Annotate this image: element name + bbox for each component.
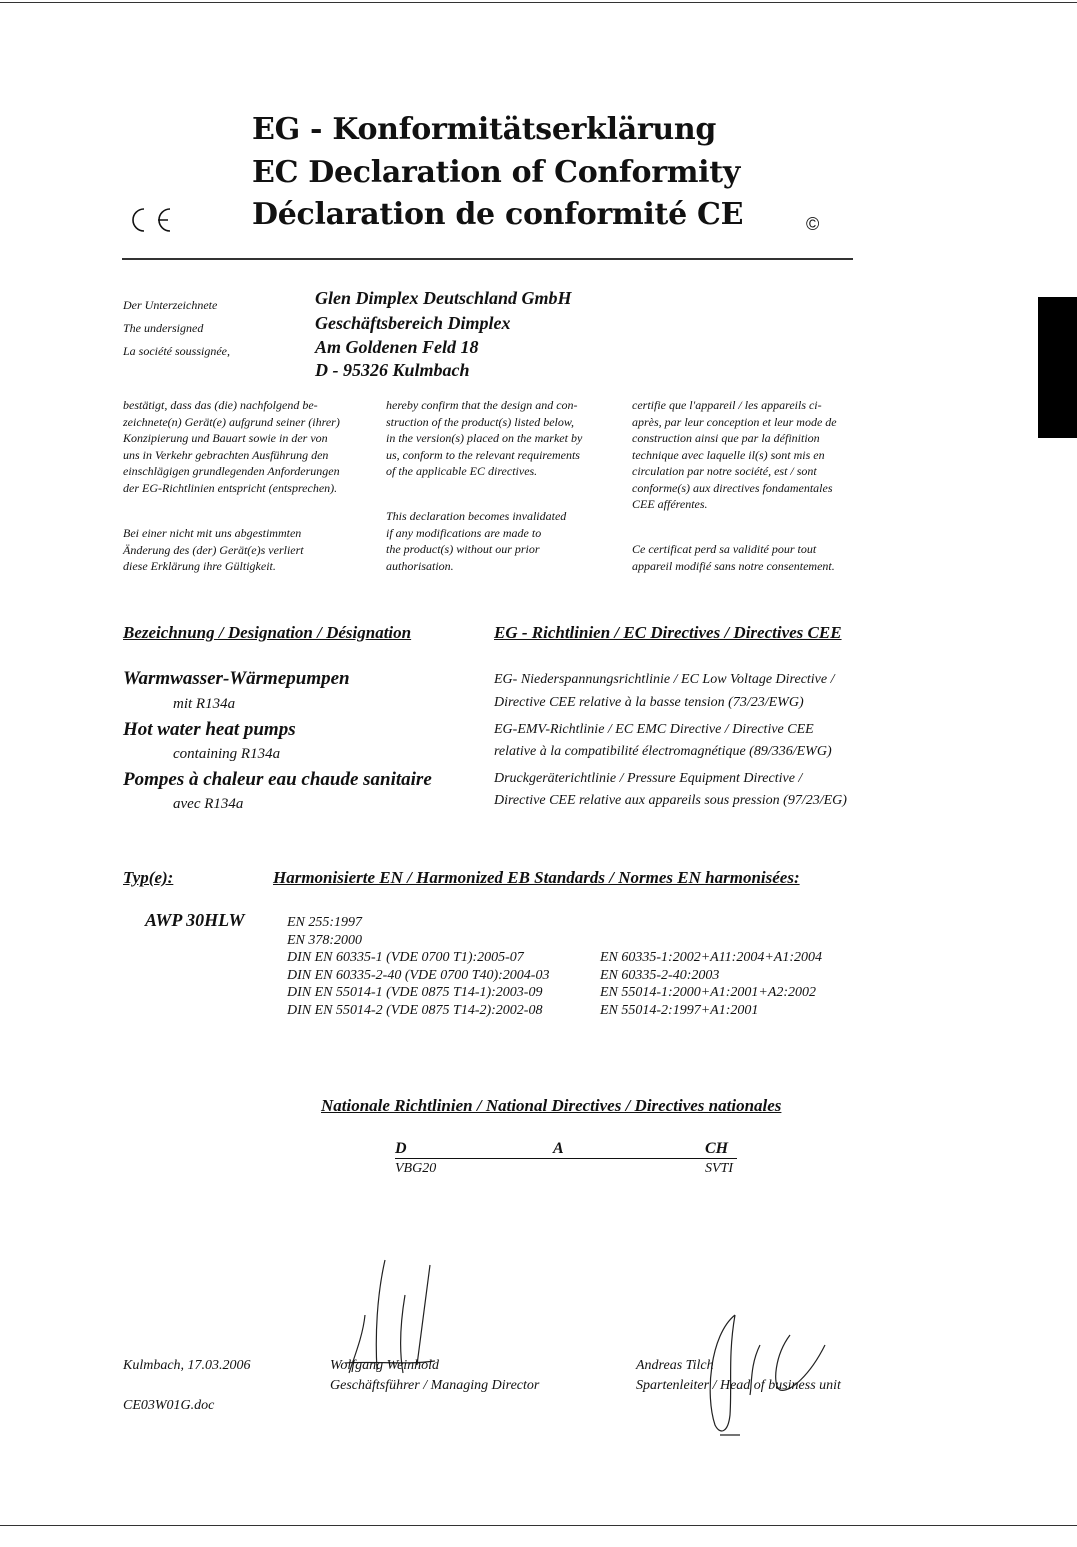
- designation-en: Hot water heat pumps: [123, 719, 296, 740]
- ce-mark-icon: [124, 205, 184, 235]
- text-line: diese Erklärung ihre Gültigkeit.: [123, 559, 276, 573]
- signer1-name: Wolfgang Weinhold: [330, 1358, 440, 1373]
- text-line: This declaration becomes invalidated: [386, 509, 567, 523]
- text-line: Konzipierung und Bauart sowie in der von: [123, 431, 328, 445]
- standard-item: DIN EN 55014-2 (VDE 0875 T14-2):2002-08: [287, 1002, 543, 1018]
- text-line: in the version(s) placed on the market by: [386, 431, 583, 445]
- national-ch-value: SVTI: [705, 1161, 733, 1176]
- text-line: Änderung des (der) Gerät(e)s verliert: [123, 542, 304, 557]
- signer2-name: Andreas Tilch: [636, 1358, 714, 1373]
- text-line: certifie que l'appareil / les appareils ci-: [632, 398, 822, 412]
- text-line: us, conform to the relevant requirements: [386, 447, 580, 462]
- country-a: A: [553, 1140, 564, 1157]
- standards-header: Harmonisierte EN / Harmonized EB Standards / Normes EN harmonisées:: [273, 868, 800, 887]
- directive-line: Directive CEE relative à la basse tension (73/23/EWG): [494, 695, 804, 710]
- title-en: EC Declaration of Conformity: [252, 155, 740, 190]
- place-date: Kulmbach, 17.03.2006: [123, 1358, 251, 1373]
- country-d: D: [395, 1140, 407, 1157]
- title-fr: Déclaration de conformité CE: [252, 197, 744, 232]
- text-line: circulation par notre société, est / sont: [632, 464, 817, 478]
- bottom-border: [0, 1525, 1077, 1526]
- text-line: technique avec laquelle il(s) sont mis en: [632, 447, 825, 462]
- designation-de: Warmwasser-Wärmepumpen: [123, 668, 350, 689]
- statement-en: [386, 397, 582, 480]
- title-rule: [122, 258, 853, 260]
- directive-line: relative à la compatibilité électromagnétique (89/336/EWG): [494, 744, 832, 759]
- text-line: Bei einer nicht mit uns abgestimmten: [123, 526, 302, 540]
- standard-item: EN 255:1997: [287, 915, 363, 930]
- standard-item: DIN EN 60335-1 (VDE 0700 T1):2005-07: [287, 950, 524, 966]
- statement-de: [123, 397, 340, 496]
- text-line: if any modifications are made to: [386, 525, 542, 540]
- company-street: Am Goldenen Feld 18: [315, 337, 479, 357]
- text-line: bestätigt, dass das (die) nachfolgend be-: [123, 398, 318, 412]
- statement-fr-validity: [632, 541, 835, 574]
- company-city: D - 95326 Kulmbach: [315, 360, 470, 380]
- text-line: struction of the product(s) listed below,: [386, 414, 574, 429]
- undersigned-label-de: Der Unterzeichnete: [123, 298, 218, 312]
- company-name: Glen Dimplex Deutschland GmbH: [315, 288, 572, 308]
- copyright-symbol: ©: [806, 214, 820, 234]
- directives-header: EG - Richtlinien / EC Directives / Directives CEE: [494, 623, 842, 642]
- signer1-role: Geschäftsführer / Managing Director: [330, 1378, 540, 1393]
- undersigned-label-fr: La société soussignée,: [123, 344, 230, 358]
- standard-item: EN 60335-1:2002+A11:2004+A1:2004: [600, 950, 822, 965]
- statement-en-validity: [386, 508, 566, 574]
- designation-fr: Pompes à chaleur eau chaude sanitaire: [123, 769, 432, 790]
- national-header: Nationale Richtlinien / National Directives / Directives nationales: [321, 1096, 782, 1115]
- national-d-value: VBG20: [395, 1161, 437, 1176]
- text-line: après, par leur conception et leur mode de: [632, 414, 837, 429]
- text-line: authorisation.: [386, 558, 454, 573]
- directive-line: EG- Niederspannungsrichtlinie / EC Low Voltage Directive /: [494, 672, 835, 687]
- text-line: the product(s) without our prior: [386, 542, 540, 556]
- text-line: construction ainsi que par la définition: [632, 431, 820, 445]
- standard-item: EN 55014-1:2000+A1:2001+A2:2002: [600, 985, 817, 1001]
- statement-de-validity: [123, 525, 304, 575]
- document-id: CE03W01G.doc: [123, 1398, 215, 1413]
- standard-item: EN 55014-2:1997+A1:2001: [600, 1002, 759, 1018]
- text-line: uns in Verkehr gebrachten Ausführung den: [123, 447, 329, 462]
- standard-item: EN 60335-2-40:2003: [600, 967, 720, 983]
- text-line: zeichnete(n) Gerät(e) aufgrund seiner (ihrer): [123, 414, 340, 429]
- standards-left: [287, 914, 549, 1020]
- text-line: hereby confirm that the design and con-: [386, 398, 578, 412]
- designation-en-sub: containing R134a: [173, 746, 281, 762]
- standard-item: EN 378:2000: [287, 932, 363, 948]
- designation-de-sub: mit R134a: [173, 696, 236, 712]
- directive-line: EG-EMV-Richtlinie / EC EMC Directive / Directive CEE: [494, 722, 814, 737]
- directive-line: Directive CEE relative aux appareils sous pression (97/23/EG): [494, 793, 847, 808]
- signer2-role: Spartenleiter / Head of business unit: [636, 1378, 841, 1393]
- company-division: Geschäftsbereich Dimplex: [315, 313, 511, 333]
- designation-header: Bezeichnung / Designation / Désignation: [123, 623, 412, 642]
- standard-item: DIN EN 60335-2-40 (VDE 0700 T40):2004-03: [287, 967, 550, 983]
- text-line: appareil modifié sans notre consentement.: [632, 558, 835, 573]
- text-line: der EG-Richtlinien entspricht (entsprechen).: [123, 480, 338, 495]
- text-line: of the applicable EC directives.: [386, 464, 538, 478]
- text-line: conforme(s) aux directives fondamentales: [632, 480, 833, 495]
- top-border: [0, 2, 1077, 3]
- title-de: EG - Konformitätserklärung: [252, 112, 717, 147]
- statement-fr: [632, 397, 837, 513]
- text-line: Ce certificat perd sa validité pour tout: [632, 542, 817, 556]
- text-line: CEE afférentes.: [632, 497, 708, 511]
- standards-right: [600, 949, 822, 1019]
- text-line: einschlägigen grundlegenden Anforderungen: [123, 464, 340, 478]
- type-header: Typ(e):: [123, 868, 174, 887]
- section-tab-marker: [1038, 297, 1077, 438]
- directive-line: Druckgeräterichtlinie / Pressure Equipment Directive /: [494, 771, 803, 786]
- country-ch: CH: [705, 1140, 729, 1157]
- product-type: AWP 30HLW: [145, 910, 245, 930]
- undersigned-label-en: The undersigned: [123, 321, 204, 335]
- standard-item: DIN EN 55014-1 (VDE 0875 T14-1):2003-09: [287, 985, 543, 1001]
- designation-fr-sub: avec R134a: [173, 796, 244, 812]
- national-rule: [395, 1158, 737, 1159]
